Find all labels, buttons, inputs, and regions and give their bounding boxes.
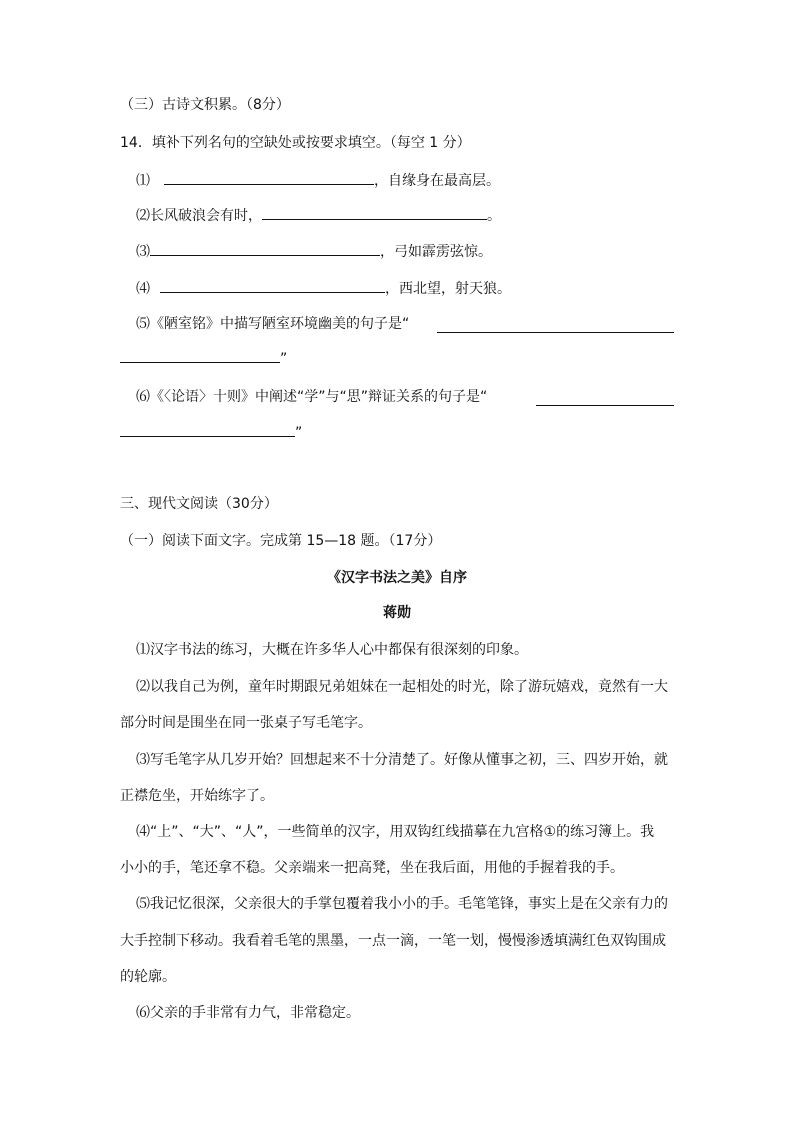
fill-item-6 xyxy=(136,387,487,407)
fill-item-3-num: ⑶ xyxy=(136,244,150,260)
fill-blank-4[interactable] xyxy=(160,278,385,293)
paragraph-line: ⑵以我自己为例，童年时期跟兄弟姐妹在一起相处的时光，除了游玩嬉戏，竟然有一大 xyxy=(136,679,668,695)
fill-item-5-after: ” xyxy=(280,351,288,367)
fill-item-6-num: ⑹《〈论语〉十则》中阐述“学”与“思”辩证关系的句子是“ xyxy=(136,389,488,405)
section-modern-heading: 三、现代文阅读（30分） xyxy=(120,496,278,512)
fill-item-6-cont xyxy=(120,422,302,443)
question-14-prompt: 14．填补下列名句的空缺处或按要求填空。（每空 1 分） xyxy=(120,135,471,151)
section-modern-subheading: （一）阅读下面文字。完成第 15—18 题。（17分） xyxy=(120,533,442,549)
fill-blank-3[interactable] xyxy=(150,241,380,256)
fill-item-3-after: ，弓如霹雳弦惊。 xyxy=(380,244,492,260)
paragraph-line: 的轮廓。 xyxy=(120,969,176,985)
fill-item-4 xyxy=(136,278,511,299)
paragraph-line: ⑴汉字书法的练习，大概在许多华人心中都保有很深刻的印象。 xyxy=(136,642,528,658)
fill-blank-2[interactable] xyxy=(262,205,487,220)
paragraph-line: ⑹父亲的手非常有力气，非常稳定。 xyxy=(136,1005,360,1021)
fill-item-1-after: ，自缘身在最高层。 xyxy=(374,173,500,189)
fill-item-4-num: ⑷ xyxy=(136,281,150,297)
fill-blank-6a[interactable] xyxy=(536,391,674,406)
fill-item-4-after: ，西北望，射天狼。 xyxy=(385,281,511,297)
fill-item-2-num: ⑵长风破浪会有时， xyxy=(136,208,262,224)
paragraph-line: ⑶写毛笔字从几岁开始？回想起来不十分清楚了。好像从懂事之初，三、四岁开始，就 xyxy=(136,752,668,768)
fill-item-3 xyxy=(136,241,492,262)
article-author: 蒋勋 xyxy=(383,605,411,621)
fill-item-1-num: ⑴ xyxy=(136,173,150,189)
fill-blank-1[interactable] xyxy=(164,170,374,185)
paragraph-line: 正襟危坐，开始练字了。 xyxy=(120,788,274,804)
fill-item-6-after: ” xyxy=(295,425,303,441)
fill-item-1 xyxy=(136,170,500,191)
fill-blank-5a[interactable] xyxy=(437,318,674,333)
article-title: 《汉字书法之美》自序 xyxy=(327,570,467,586)
paragraph-line: 大手控制下移动。我看着毛笔的黑墨，一点一滴，一笔一划，慢慢渗透填满红色双钩围成 xyxy=(120,933,666,949)
fill-blank-5b[interactable] xyxy=(120,348,280,363)
fill-item-2-after: 。 xyxy=(487,208,501,224)
fill-item-5-cont xyxy=(120,348,287,369)
paragraph-line: ⑸我记忆很深，父亲很大的手掌包覆着我小小的手。毛笔笔锋，事实上是在父亲有力的 xyxy=(136,896,668,912)
fill-item-5 xyxy=(136,314,409,334)
fill-item-5-num: ⑸《陋室铭》中描写陋室环境幽美的句子是“ xyxy=(136,316,410,332)
paragraph-line: ⑷“上”、“大”、“人”，一些简单的汉字，用双钩红线描摹在九宫格①的练习簿上。我 xyxy=(136,824,655,840)
paragraph-line: 小小的手，笔还拿不稳。父亲端来一把高凳，坐在我后面，用他的手握着我的手。 xyxy=(120,860,624,876)
fill-blank-6b[interactable] xyxy=(120,422,295,437)
paragraph-line: 部分时间是围坐在同一张桌子写毛笔字。 xyxy=(120,715,372,731)
fill-item-2 xyxy=(136,205,501,226)
section-poetry-heading: （三）古诗文积累。（8分） xyxy=(120,97,290,113)
